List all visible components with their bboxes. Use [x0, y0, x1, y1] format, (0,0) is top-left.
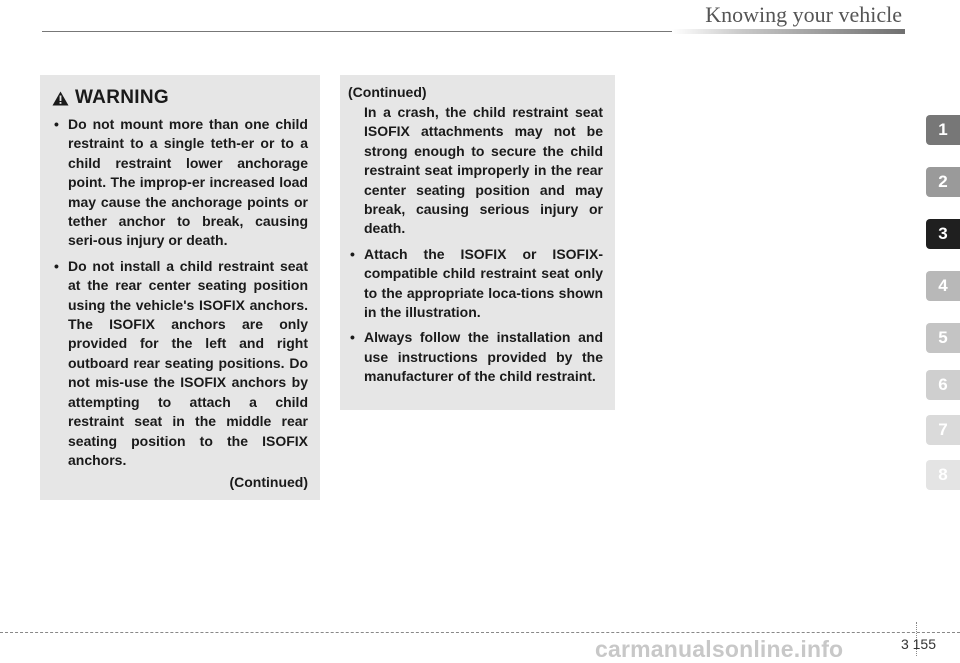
- continuation-text: In a crash, the child restraint seat ISOFIX attachments may not be strong enough to secure the child restraint seat improperly in the rear center seating position and may break, causing serious injury or death.: [364, 104, 603, 237]
- warning-box: [40, 75, 320, 500]
- continuation-bullet: • Always follow the installation and use instructions provided by the manufacturer of the child restraint.: [348, 328, 603, 386]
- continuation-bullet: • Attach the ISOFIX or ISOFIX-compatible child restraint seat only to the appropriate loca-tions shown in the illustration.: [348, 245, 603, 323]
- chapter-tab-6[interactable]: 6: [926, 370, 960, 400]
- continued-heading: (Continued): [348, 84, 427, 100]
- warning-bullet: • Do not mount more than one child restraint to a single teth-er or to a child restraint lower anchorage point. The improp-er increased load may cause the anchorage points or tether anchor to break, causing seri-ous injury or death.: [52, 115, 308, 251]
- chapter-tab-8[interactable]: 8: [926, 460, 960, 490]
- chapter-tab-4[interactable]: 4: [926, 271, 960, 301]
- warning-heading: [52, 87, 308, 109]
- continued-label: (Continued): [229, 474, 308, 491]
- warning-triangle-icon: [52, 91, 69, 106]
- chapter-tab-5[interactable]: 5: [926, 323, 960, 353]
- warning-title: WARNING: [75, 87, 169, 108]
- continuation-box: [340, 75, 615, 410]
- watermark: carmanualsonline.info: [595, 636, 844, 662]
- chapter-tab-7[interactable]: 7: [926, 415, 960, 445]
- header-gradient-bar: [672, 29, 905, 34]
- chapter-tab-2[interactable]: 2: [926, 167, 960, 197]
- chapter-tab-1[interactable]: 1: [926, 115, 960, 145]
- warning-bullets: [52, 115, 308, 470]
- footer-rule: [0, 632, 960, 633]
- chapter-tab-3[interactable]: 3: [926, 219, 960, 249]
- continuation-bullets: [348, 245, 603, 387]
- running-header: Knowing your vehicle: [705, 2, 902, 27]
- warning-bullet: • Do not install a child restraint seat at the rear center seating position using the vehicle's ISOFIX anchors. The ISOFIX anchors are only provided for the left and right outboard rear seating positions. Do not mis-use the ISOFIX anchors by attempting to attach a child restraint seat in the middle rear seating position to the ISOFIX anchors.: [52, 257, 308, 470]
- page-number: 3 155: [900, 636, 936, 652]
